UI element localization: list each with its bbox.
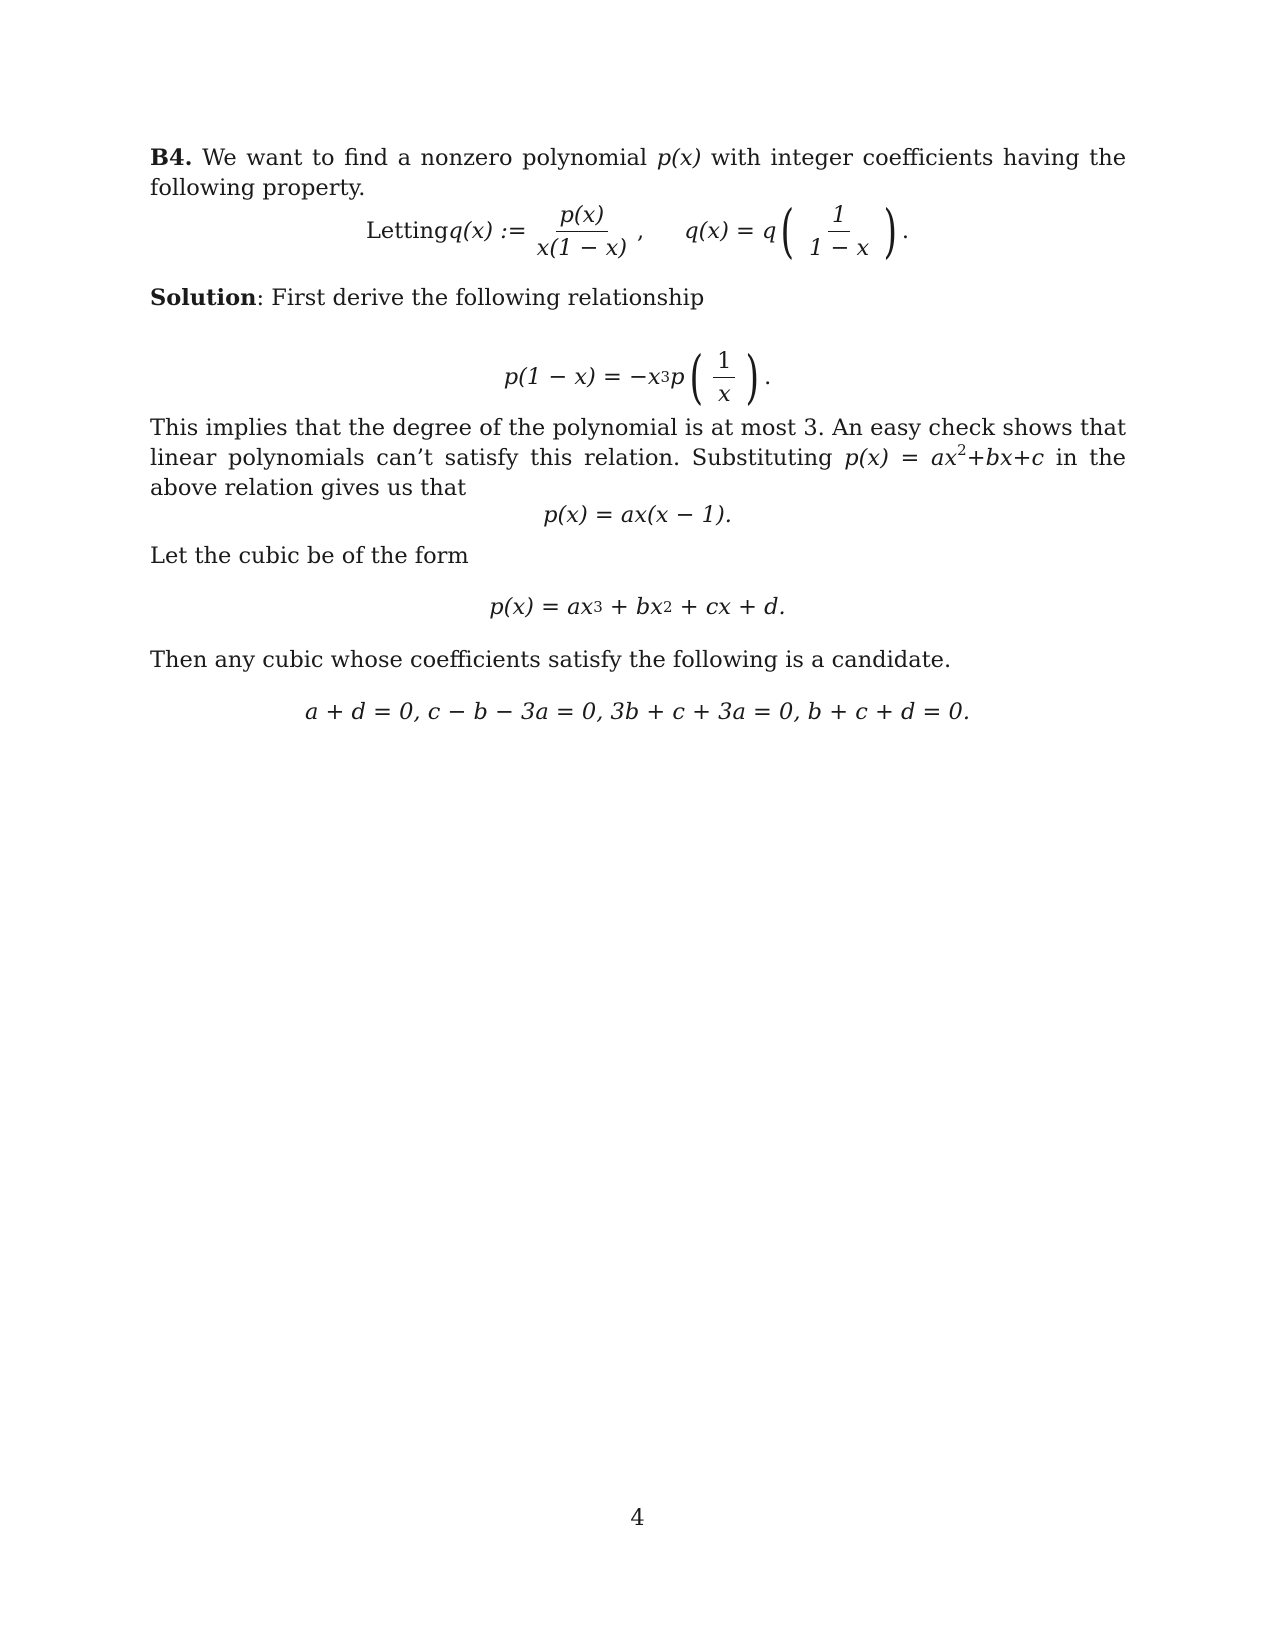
eq1-frac-den: x(1 − x) [536, 234, 628, 261]
eq1-end: . [901, 218, 910, 244]
equation-cubic: p(x) = ax 3 + bx 2 + cx + d. [489, 594, 786, 620]
eq1-left-paren: ( [780, 197, 795, 265]
para2-sub-math-b: +bx+c [966, 445, 1045, 471]
problem-intro: We want to find a nonzero polynomial [202, 145, 648, 171]
solution-text: : First derive the following relationship [256, 285, 705, 311]
equation-conditions [0, 697, 1275, 727]
problem-statement [150, 143, 1126, 203]
para2-sub-exp: 2 [957, 441, 967, 459]
solution-label: Solution [150, 285, 257, 311]
cubic-form-line [150, 541, 1126, 571]
eq4-c: + cx + d. [679, 594, 786, 620]
para4-text: Then any cubic whose coefficients satisfy the following is a candidate. [150, 647, 952, 673]
eq2-p: p [670, 364, 685, 390]
candidate-line [150, 645, 1126, 675]
para2-text-end: in the above relation gives us that [150, 445, 1126, 501]
eq1-letting: Letting [365, 218, 449, 244]
eq1-comma: , [637, 218, 645, 244]
para2-sub-math: p(x) = ax [844, 445, 958, 471]
eq2-num: 1 [713, 348, 735, 378]
eq2-right-paren: ) [745, 343, 760, 411]
eq3-text: p(x) = ax(x − 1). [543, 502, 732, 528]
equation-relationship: p(1 − x) = −x 3 p ( $\frac{1}{x}$ ) . [503, 343, 772, 411]
equation-definition [0, 197, 1275, 265]
eq1-fraction [533, 202, 631, 261]
equation-quadratic [0, 500, 1275, 530]
eq1-rhs-lhs: q(x) = q [684, 218, 777, 244]
eq4-b: + bx [609, 594, 663, 620]
eq2-den: x [717, 380, 731, 407]
page-number: 4 [630, 1505, 645, 1531]
problem-label: B4. [150, 145, 193, 171]
eq2-end: . [764, 364, 772, 390]
eq5-text: a + d = 0, c − b − 3a = 0, 3b + c + 3a = 0, b + c + d = 0. [304, 699, 971, 725]
eq1-frac-num: p(x) [556, 202, 609, 232]
para2-text: This implies that the degree of the polynomial is at most 3. An easy check shows that linear polynomials can’t satisfy this relation. Substituting [150, 415, 1126, 471]
eq2-fraction [713, 348, 735, 407]
degree-paragraph [150, 413, 1126, 503]
problem-intro-end: with integer coefficients having the following property. [150, 145, 1127, 201]
solution-line [150, 283, 1126, 313]
eq1-inner-den: 1 − x [809, 234, 870, 261]
eq1-inner-fraction [805, 202, 873, 261]
eq1-lhs: q(x) := [448, 218, 527, 244]
problem-px: p(x) [656, 145, 702, 171]
eq1-inner-num: 1 [828, 202, 850, 232]
eq2-lhs: p(1 − x) = −x [503, 364, 661, 390]
eq4-a: p(x) = ax [489, 594, 594, 620]
para3-text: Let the cubic be of the form [150, 543, 469, 569]
eq2-left-paren: ( [689, 343, 703, 411]
eq1-right-paren: ) [883, 197, 898, 265]
